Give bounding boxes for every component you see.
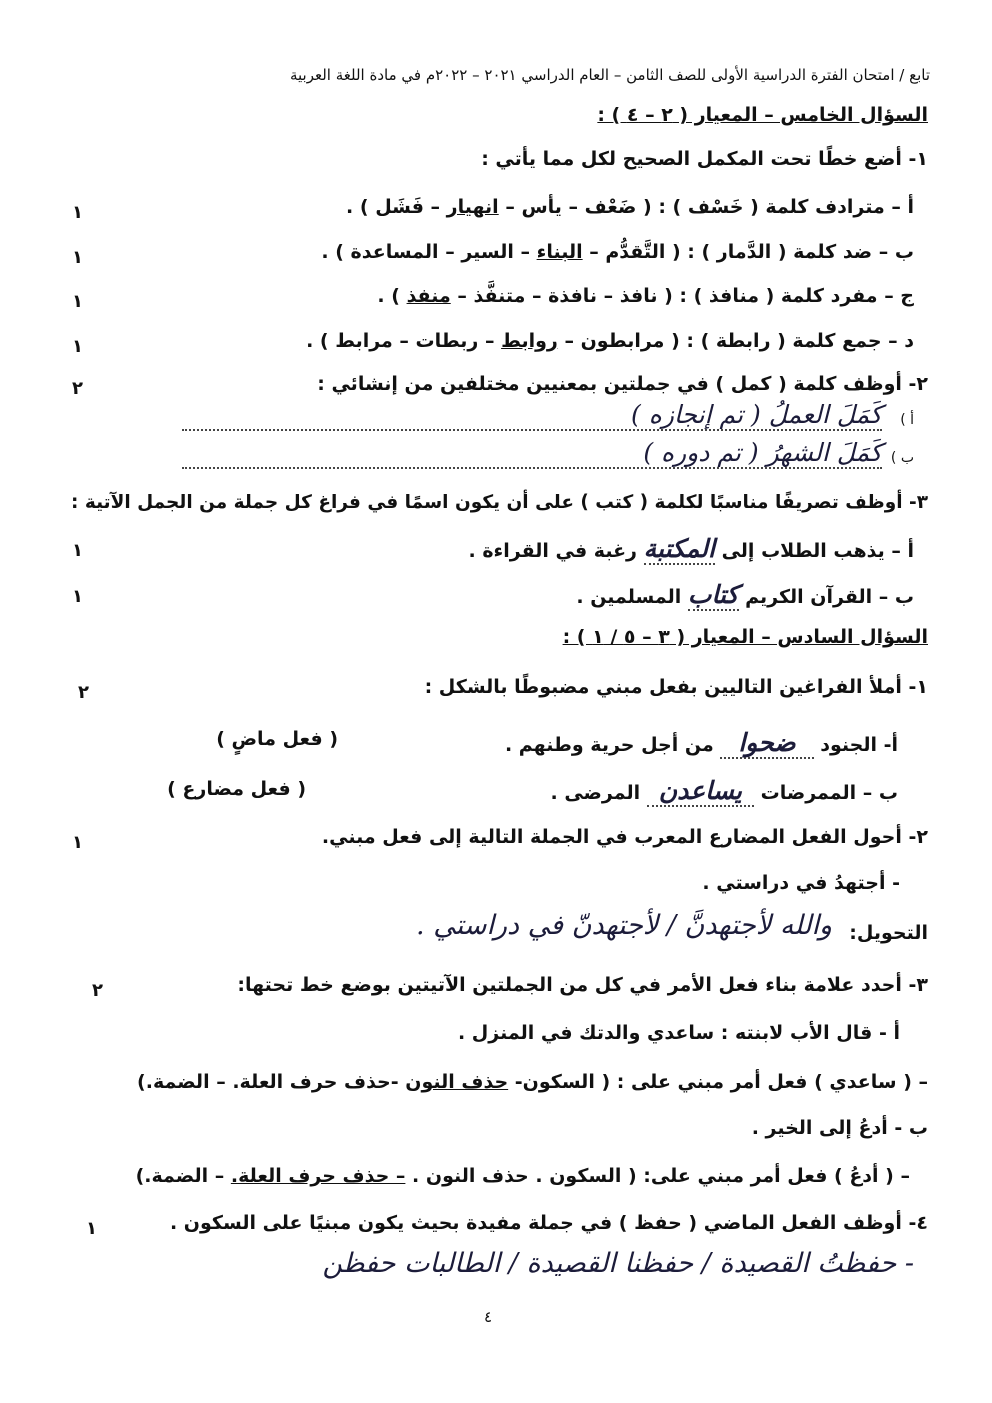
q5-line-d-label: د – جمع كلمة ( رابطة ) : ( (671, 330, 914, 352)
q5-line-a-label: أ – مترادف كلمة ( خَسْف ) : ( (643, 196, 914, 218)
q6-item3-b-opt1: السكون . (535, 1165, 622, 1187)
q5-line-c-opt1: نافذ (619, 285, 658, 307)
q6-item4-instruction: ٤- أوظف الفعل الماضي ( حفظ ) في جملة مفيدة بحيث يكون مبنيًا على السكون . (169, 1212, 928, 1234)
q5-line-a-mark: ١ (72, 202, 83, 223)
q5-item3-b-mark: ١ (72, 586, 83, 607)
q5-line-b-opt1: التَّقدُّم (605, 241, 666, 263)
q5-item2-instruction: ٢- أوظف كلمة ( كمل ) في جملتين بمعنيين مختلفين من إنشائي : (317, 373, 928, 395)
q5-line-b: ب – ضد كلمة ( الدَّمار ) : ( التَّقدُّم – البناء – السير – المساعدة ) . (321, 241, 914, 263)
q6-item3-b-row (136, 1165, 910, 1187)
q6-item3-a-opt4: – الضمة.) (137, 1071, 226, 1093)
q6-item3-mark: ٢ (92, 980, 103, 1001)
q5-item2-a-label: أ ) (900, 412, 914, 428)
q5-line-c-label: ج – مفرد كلمة ( منافذ ) : ( (664, 285, 914, 307)
q5-line-d-opt4: مرابط (335, 330, 393, 352)
q6-item2-sentence: - أجتهدُ في دراستي . (702, 872, 900, 894)
q6-item2-mark: ١ (72, 832, 83, 853)
q5-item3-b-pre: ب – القرآن الكريم (745, 586, 914, 608)
q6-item4-answer: - حفظتُ القصيدة / حفظنا القصيدة / الطالبات حفظن (322, 1248, 914, 1279)
q6-item3-b-opt2: حذف النون . (412, 1165, 529, 1187)
q5-line-b-end: ) . (321, 241, 344, 263)
q5-line-c-mark: ١ (72, 291, 83, 312)
q5-line-b-mark: ١ (72, 247, 83, 268)
q6-item1-a (505, 728, 898, 757)
q5-line-a-end: ) . (346, 196, 369, 218)
q6-item3-instruction: ٣- أحدد علامة بناء فعل الأمر في كل من الجملتين الآتيتين بوضع خط تحتها: (237, 974, 928, 996)
q6-item3-a-opt2: حذف النون (405, 1071, 509, 1093)
q5-line-c-opt4: منفذ (406, 285, 451, 307)
q5-item2-a-answer: كَمَلَ العملُ ( تم إنجازه ) (631, 400, 882, 429)
q5-line-d-opt1: مرابطون (580, 330, 665, 352)
q6-item3-a-question: – ( ساعدي ) فعل أمر مبني على : ( (601, 1071, 928, 1093)
q6-item4-mark: ١ (86, 1218, 97, 1239)
q6-item1-b (550, 776, 898, 805)
q5-line-d-opt3: ربطات (415, 330, 479, 352)
q5-line-d-opt2: روابط (501, 330, 558, 352)
q5-line-b-label: ب – ضد كلمة ( الدَّمار ) : ( (671, 241, 914, 263)
q6-item3-b-sentence: ب - أدعُ إلى الخير . (751, 1117, 928, 1139)
q5-item2-b-dotline (182, 466, 882, 469)
q6-item1-instruction: ١- أملأ الفراغين التاليين بفعل مبني مضبوطًا بالشكل : (424, 676, 928, 698)
q5-line-c-opt2: نافذة (548, 285, 598, 307)
q5-line-a-opt1: ضَعْف (584, 196, 637, 218)
q5-line-c: ج – مفرد كلمة ( منافذ ) : ( نافذ – نافذة – متنفَّذ – منفذ ) . (377, 285, 914, 307)
q5-item3-a-answer: المكتبة (643, 534, 715, 563)
q6-title: السؤال السادس – المعيار ( ٣ – ٥ / ١ ) : (562, 626, 928, 648)
q6-item3-a-opt3: -حذف حرف العلة. (232, 1071, 399, 1093)
q5-line-d-end: ) . (306, 330, 329, 352)
q5-item2-b-answer: كَمَلَ الشهرُ ( تم دوره ) (643, 438, 882, 467)
q6-item1-b-type: ( فعل مضارع ) (167, 778, 306, 800)
q5-item2-b-label: ب ) (890, 450, 914, 466)
q5-item3-b (576, 580, 914, 609)
q6-item1-b-answer: يساعدن (647, 776, 754, 807)
q6-item1-a-pre: أ- الجنود (820, 734, 898, 756)
q5-line-a: أ – مترادف كلمة ( خَسْف ) : ( ضَعْف – يأس – انهيار – فَشَل ) . (346, 196, 914, 218)
q5-item3-b-post: المسلمين . (576, 586, 682, 608)
q5-title: السؤال الخامس – المعيار ( ٢ – ٤ ) : (597, 104, 928, 126)
q5-item1-instruction: ١- أضع خطًا تحت المكمل الصحيح لكل مما يأتي : (481, 148, 928, 170)
q5-line-d: د – جمع كلمة ( رابطة ) : ( مرابطون – روابط – ربطات – مرابط ) . (306, 330, 914, 352)
q5-item3-a-pre: أ – يذهب الطلاب إلى (721, 540, 914, 562)
q5-line-c-end: ) . (377, 285, 400, 307)
q5-line-b-opt4: المساعدة (350, 241, 439, 263)
q6-item1-a-answer: ضحوا (720, 728, 813, 759)
q5-line-a-opt2: يأس (521, 196, 562, 218)
q5-line-d-mark: ١ (72, 336, 83, 357)
page-number: ٤ (484, 1308, 493, 1326)
q6-item3-a-opt1: السكون- (514, 1071, 595, 1093)
exam-header: تابع / امتحان الفترة الدراسية الأولى للصف الثامن – العام الدراسي ٢٠٢١ – ٢٠٢٢م في مادة اللغة العربية (289, 66, 930, 84)
q5-item3-b-answer: كتاب (687, 580, 739, 609)
q6-item3-b-opt3: – حذف حرف العلة. (230, 1165, 406, 1187)
q6-item1-b-post: المرضى . (550, 782, 641, 804)
q6-item3-a-row (137, 1071, 928, 1093)
q5-line-b-opt2: البناء (536, 241, 583, 263)
q6-item3-a-sentence: أ - قال الأب لابنته : ساعدي والدتك في المنزل . (457, 1022, 900, 1044)
q5-item3-a-mark: ١ (72, 540, 83, 561)
q6-item2-instruction: ٢- أحول الفعل المضارع المعرب في الجملة التالية إلى فعل مبني. (321, 826, 928, 848)
q5-item2-mark: ٢ (72, 378, 83, 399)
q5-line-a-opt4: فَشَل (375, 196, 424, 218)
q5-item3-a (468, 534, 914, 563)
q5-line-b-opt3: السير (461, 241, 514, 263)
q6-item3-b-opt4: – الضمة.) (135, 1165, 225, 1187)
q5-item3-a-post: رغبة في القراءة . (468, 540, 637, 562)
q6-item3-b-question: – ( أدعُ ) فعل أمر مبني على: ( (628, 1165, 910, 1187)
q5-line-a-opt3: انهيار (446, 196, 499, 218)
q6-item1-a-post: من أجل حرية وطنهم . (504, 734, 714, 756)
q5-line-c-opt3: متنفَّذ (473, 285, 526, 307)
q6-item1-mark: ٢ (78, 682, 89, 703)
q5-item3-instruction: ٣- أوظف تصريفًا مناسبًا لكلمة ( كتب ) على أن يكون اسمًا في فراغ كل جملة من الجمل الآتية : (71, 492, 928, 513)
q6-item2-answer: والله لأجتهدنَّ / لأجتهدنّ في دراستي . (416, 910, 832, 941)
q6-item1-b-pre: ب – الممرضات (760, 782, 898, 804)
q5-item2-a-dotline (182, 428, 882, 431)
q6-item1-a-type: ( فعل ماضٍ ) (216, 728, 338, 750)
q6-item2-label: التحويل: (849, 922, 928, 944)
